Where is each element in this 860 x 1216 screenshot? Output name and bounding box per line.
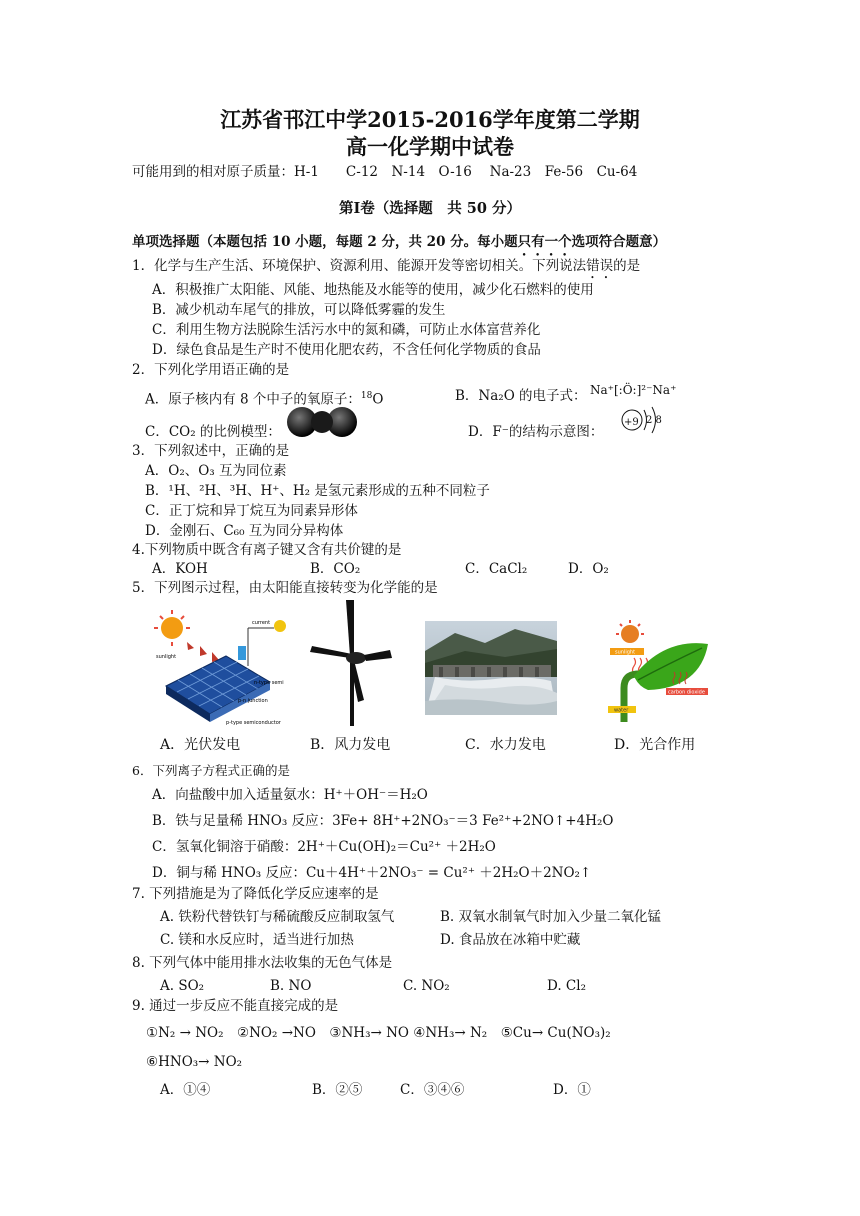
q8-stem: 8. 下列气体中能用排水法收集的无色气体是 (132, 955, 393, 971)
instructions (132, 233, 666, 259)
q8-option-c: C. NO₂ (403, 978, 450, 994)
q5-option-b: B．风力发电 (310, 737, 391, 753)
q3-option-a: A．O₂、O₃ 互为同位素 (145, 463, 287, 479)
q1-stem-end: 的是 (613, 258, 641, 274)
photo-label-sunlight: sunlight (615, 649, 636, 656)
pv-label-p-type: p-type semiconductor (226, 720, 281, 726)
q2-stem: 2．下列化学用语正确的是 (132, 362, 290, 378)
pv-label-sunlight: sunlight (156, 654, 177, 660)
photo-label-co2: carbon dioxide (668, 689, 705, 696)
q9-option-a: A．①④ (160, 1082, 211, 1098)
q6-stem: 6．下列离子方程式正确的是 (132, 763, 290, 778)
q6-option-d: D．铜与稀 HNO₃ 反应：Cu＋4H⁺＋2NO₃⁻ = Cu²⁺ ＋2H₂O＋2NO₂↑ (152, 865, 592, 881)
q6-option-c: C．氢氧化铜溶于硝酸：2H⁺＋Cu(OH)₂＝Cu²⁺ ＋2H₂O (152, 839, 496, 855)
q5-option-a: A．光伏发电 (160, 737, 241, 753)
q3-option-d: D．金刚石、C₆₀ 互为同分异构体 (145, 523, 344, 539)
q9-option-d: D．① (553, 1082, 591, 1098)
q8-option-a: A. SO₂ (160, 978, 205, 994)
q2-electron-formula: Na⁺[:Ö:]²⁻Na⁺ (590, 383, 677, 397)
photovoltaic-image (152, 606, 300, 730)
pv-label-n-type: n-type semi (254, 680, 284, 686)
q7-option-d: D. 食品放在冰箱中贮藏 (440, 932, 581, 948)
q7-option-b: B. 双氧水制氧气时加入少量二氧化锰 (440, 909, 662, 925)
q1-emphasis: 错误 (586, 258, 614, 274)
q4-option-d: D．O₂ (568, 561, 609, 577)
photo-label-water: water (614, 707, 629, 714)
photosynthesis-image (604, 618, 712, 724)
instructions-text-a: 单项选择题（本题包括 10 小题，每题 2 分，共 20 分。每小题 (132, 234, 518, 250)
q3-option-b: B．¹H、²H、³H、H⁺、H₂ 是氢元素形成的五种不同粒子 (145, 483, 490, 499)
q7-option-c: C. 镁和水反应时，适当进行加热 (160, 932, 354, 948)
q1-stem-text: 1．化学与生产生活、环境保护、资源利用、能源开发等密切相关。下列说法 (132, 258, 587, 274)
q3-option-c: C．正丁烷和异丁烷互为同素异形体 (145, 503, 358, 519)
q2-option-a-text: A．原子核内有 8 个中子的氧原子： (145, 391, 361, 408)
exam-title-school: 江苏省邗江中学2015-2016学年度第二学期 (220, 107, 640, 132)
q6-option-a: A．向盐酸中加入适量氨水：H⁺＋OH⁻＝H₂O (152, 787, 428, 803)
q7-option-a: A. 铁粉代替铁钉与稀硫酸反应制取氢气 (160, 909, 395, 925)
fluoride-nucleus-label: +9 (624, 417, 639, 428)
q2-option-a-element: O (372, 391, 384, 408)
q2-option-b: B．Na₂O 的电子式： (455, 388, 587, 404)
q1-option-b: B．减少机动车尾气的排放，可以降低雾霾的发生 (152, 302, 446, 318)
fluoride-shells-label: 2 8 (646, 415, 662, 426)
q8-option-b: B. NO (270, 978, 312, 994)
q1-stem (132, 257, 640, 282)
section-heading: 第Ⅰ卷（选择题 共 50 分） (338, 200, 522, 217)
q3-stem: 3．下列叙述中，正确的是 (132, 443, 290, 459)
q4-option-c: C．CaCl₂ (465, 561, 528, 577)
q5-option-c: C．水力发电 (465, 737, 546, 753)
q1-option-a: A．积极推广太阳能、风能、地热能及水能等的使用，减少化石燃料的使用 (152, 282, 594, 298)
hydropower-dam-image (425, 621, 557, 715)
co2-model-image (286, 404, 358, 440)
q6-option-b: B．铁与足量稀 HNO₃ 反应：3Fe+ 8H⁺+2NO₃⁻＝3 Fe²⁺+2NO↑+4H₂O (152, 813, 614, 829)
wind-turbine-image (304, 598, 394, 728)
q5-stem: 5．下列图示过程，由太阳能直接转变为化学能的是 (132, 580, 438, 596)
q9-stem: 9. 通过一步反应不能直接完成的是 (132, 998, 339, 1014)
instructions-text-b: 选项符合题意） (571, 234, 667, 250)
q2-option-c: C．CO₂ 的比例模型： (145, 424, 281, 440)
q9-option-b: B．②⑤ (312, 1082, 363, 1098)
atomic-masses: 可能用到的相对原子质量：H-1 C-12 N-14 O-16 Na-23 Fe-56 Cu-64 (132, 164, 638, 180)
q8-option-d: D. Cl₂ (547, 978, 586, 994)
exam-title-subject: 高一化学期中试卷 (346, 134, 514, 159)
q9-reactions-line2: ⑥HNO₃→ NO₂ (146, 1054, 243, 1070)
q9-reactions-line1: ①N₂ → NO₂ ②NO₂ →NO ③NH₃→ NO ④NH₃→ N₂ ⑤Cu→ Cu(NO₃)₂ (146, 1025, 611, 1041)
pv-label-current: current (252, 620, 271, 626)
q1-option-c: C．利用生物方法脱除生活污水中的氮和磷，可防止水体富营养化 (152, 322, 541, 338)
q9-option-c: C．③④⑥ (400, 1082, 465, 1098)
instructions-emphasis: 只有一个 (517, 234, 572, 250)
q1-option-d: D．绿色食品是生产时不使用化肥农药，不含任何化学物质的食品 (152, 342, 541, 358)
q5-option-d: D．光合作用 (614, 737, 696, 753)
pv-label-junction: p-n junction (238, 698, 268, 704)
q4-stem: 4.下列物质中既含有离子键又含有共价键的是 (132, 542, 402, 558)
q4-option-a: A．KOH (152, 561, 208, 577)
q7-stem: 7. 下列措施是为了降低化学反应速率的是 (132, 886, 379, 902)
q2-option-a-mass: 18 (360, 391, 373, 401)
q4-option-b: B．CO₂ (310, 561, 361, 577)
q2-option-d: D．F⁻的结构示意图： (468, 424, 604, 440)
